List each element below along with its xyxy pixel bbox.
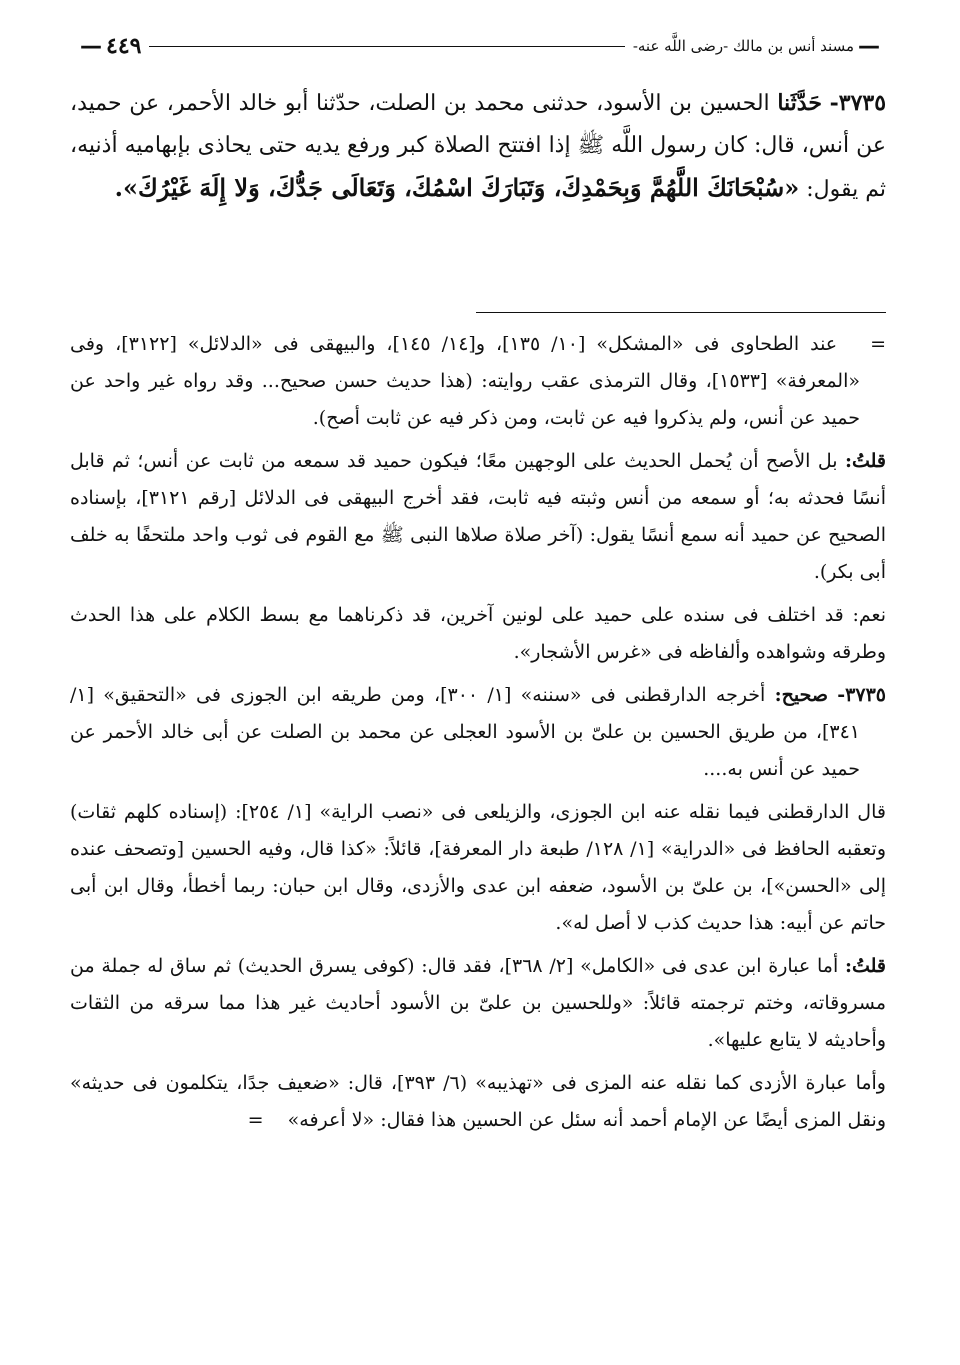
- note-paragraph-2: [70, 443, 886, 591]
- note-text-2: بل الأصح أن يُحمل الحديث على الوجهين معًا؛ فيكون حميد قد سمعه من ثابت عن أنس؛ ثم قابل أنسًا فحدثه به؛ أو سمعه من أنس وثبته فيه ثابت، فقد أخرج البيهقى فى الدلائل [رقم ٣١٢١]، بإسناده الصحيح عن حميد أنه سمع أنسًا يقول: (آخر صلاة صلاها النبى ﷺ مع القوم فى ثوب واحد ملتحفًا به خلف أبى بكر).: [70, 450, 886, 583]
- hadith-isnad-matn: الحسين بن الأسود، حدثنى محمد بن الصلت، حدّثنا أبو خالد الأحمر، عن حميد، عن أنس، قال: كان رسول اللَّه ﷺ إذا افتتح الصلاة كبر ورفع يديه حتى يحاذى بإبهاميه أذنيه، ثم يقول:: [70, 91, 886, 202]
- header-dash-left: —: [80, 33, 102, 59]
- header-dash-right: —: [858, 33, 880, 59]
- note-text-3: نعم: قد اختلف فى سنده على حميد على لونين آخرين، قد ذكرناهما مع بسط الكلام على هذا الحدث وطرقه وشواهده وألفاظه فى «غرس الأشجار».: [70, 604, 886, 663]
- hadith-opening: حَدَّثَنا: [777, 90, 822, 116]
- note-text-5: قال الدارقطنى فيما نقله عنه ابن الجوزى، والزيلعى فى «نصب الراية» [١/ ٢٥٤]: (إسناده كلهم ثقات) وتعقبه الحافظ فى «الدراية» [١/ ١٢٨/ طبعة دار المعرفة]، قائلاً: «كذا قال، وفيه الحسين [وتصحف عنده إلى «الحسن»]، بن علىّ بن الأسود، ضعفه ابن عدى والأزدى، وقال ابن حبان: ربما أخطأ، وقال ابن أبى حاتم عن أبيه: هذا حديث كذب لا أصل له».: [70, 801, 886, 934]
- qultu-label: قلتُ:: [844, 450, 886, 472]
- hadith-number: ٣٧٣٥-: [829, 90, 887, 116]
- note-paragraph-1: [70, 326, 886, 437]
- qultu-label-2: قلتُ:: [844, 955, 886, 977]
- page-header: [76, 30, 884, 62]
- header-rule: [149, 46, 624, 47]
- note-text-7: وأما عبارة الأزدى كما نقله عنه المزى فى «تهذيبه» (٦/ ٣٩٣]، قال: «ضعيف جدًا، يتكلمون فى حديثه» ونقل المزى أيضًا عن الإمام أحمد أنه سئل عن الحسين هذا فقال: «لا أعرفه»: [70, 1072, 886, 1131]
- note-paragraph-5: [70, 794, 886, 942]
- hadith-dua: «سُبْحَانَكَ اللَّهُمَّ وَبِحَمْدِكَ، وَتَبَارَكَ اسْمُكَ، وَتَعَالَى جَدُّكَ، وَلا إِلَهَ غَيْرُكَ».: [114, 173, 800, 202]
- note-text-1: عند الطحاوى فى «المشكل» [١٠/ ١٣٥]، و[١٤/ ١٤٥]، والبيهقى فى «الدلائل» [٣١٢٢]، وفى «المعرفة» [١٥٣٣]، وقال الترمذى عقب روايته: (هذا حديث حسن صحيح... وقد رواه غير واحد عن حميد عن أنس، ولم يذكروا فيه عن ثابت، ومن ذكر فيه عن ثابت أصح).: [70, 333, 860, 429]
- takhrij-paragraph: [70, 677, 886, 788]
- footnote-divider: [476, 312, 886, 313]
- note-paragraph-6: [70, 948, 886, 1059]
- end-continuation-mark: =: [247, 1109, 264, 1131]
- note-paragraph-3: [70, 597, 886, 671]
- footnotes: [70, 326, 886, 1145]
- page-number: ٤٤٩: [106, 33, 142, 59]
- takhrij-number: ٣٧٣٥-: [837, 684, 886, 706]
- takhrij-label: صحيح:: [774, 684, 829, 706]
- note-paragraph-7: [70, 1065, 886, 1139]
- hadith-text: [70, 82, 886, 211]
- running-title: مسند أنس بن مالك -رضى اللَّه عنه-: [632, 37, 854, 55]
- note-text-6: أما عبارة ابن عدى فى «الكامل» [٢/ ٣٦٨]، فقد قال: (كوفى يسرق الحديث) ثم ساق له جملة من مسروقاته، وختم ترجمته قائلاً: «وللحسين بن علىّ بن الأسود أحاديث غير هذا مما سرقه من الثقات وأحاديثه لا يتابع عليها».: [70, 955, 886, 1051]
- continuation-mark: =: [870, 333, 886, 355]
- note-text-4: أخرجه الدارقطنى فى «سننه» [١/ ٣٠٠]، ومن طريقه ابن الجوزى فى «التحقيق» [١/ ٣٤١]، من طريق الحسين بن علىّ بن الأسود العجلى عن محمد بن الصلت عن أبى خالد الأحمر عن حميد عن أنس به....: [70, 684, 860, 780]
